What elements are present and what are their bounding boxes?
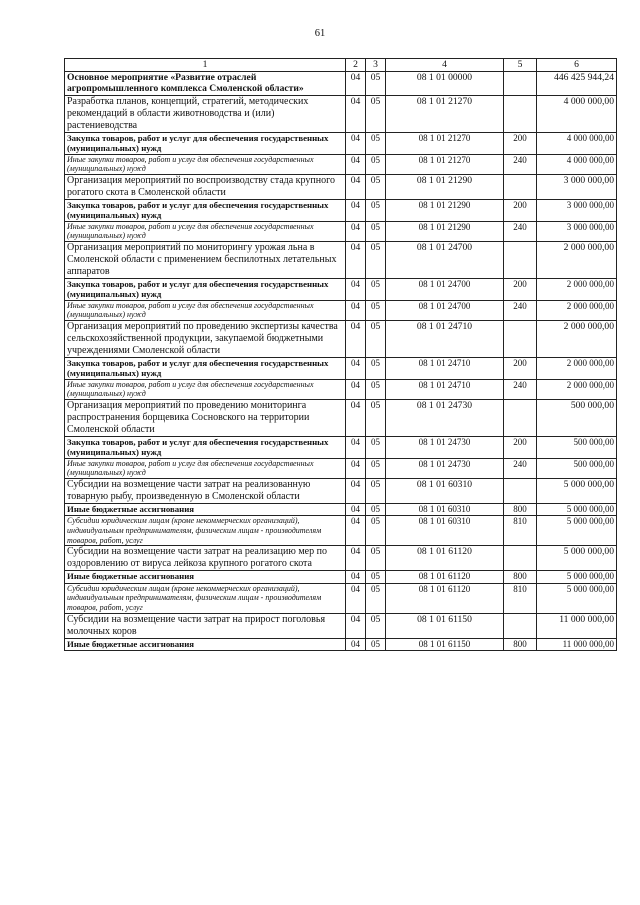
row-name-cell: Организация мероприятий по проведению мониторинга распространения борщевика Сосновского на территории Смоленской области bbox=[65, 399, 346, 436]
expense-type-cell: 200 bbox=[504, 357, 537, 379]
table-row bbox=[65, 132, 617, 154]
row-name-cell: Организация мероприятий по мониторингу урожая льна в Смоленской области с применением беспилотных летательных аппаратов bbox=[65, 241, 346, 278]
row-name-cell: Закупка товаров, работ и услуг для обеспечения государственных (муниципальных) нужд bbox=[65, 436, 346, 458]
target-article-cell: 08 1 01 24730 bbox=[386, 458, 504, 478]
subsection-code-cell: 05 bbox=[366, 436, 386, 458]
amount-cell: 4 000 000,00 bbox=[537, 95, 617, 132]
expense-type-cell bbox=[504, 320, 537, 357]
header-col-6: 6 bbox=[537, 59, 617, 72]
amount-cell: 2 000 000,00 bbox=[537, 320, 617, 357]
row-name-cell: Иные бюджетные ассигнования bbox=[65, 503, 346, 516]
section-code-cell: 04 bbox=[346, 503, 366, 516]
row-name-cell: Иные закупки товаров, работ и услуг для обеспечения государственных (муниципальных) нужд bbox=[65, 458, 346, 478]
expense-type-cell: 200 bbox=[504, 278, 537, 300]
expense-type-cell bbox=[504, 399, 537, 436]
subsection-code-cell: 05 bbox=[366, 516, 386, 546]
amount-cell: 4 000 000,00 bbox=[537, 132, 617, 154]
target-article-cell: 08 1 01 61120 bbox=[386, 571, 504, 584]
amount-cell: 3 000 000,00 bbox=[537, 221, 617, 241]
amount-cell: 11 000 000,00 bbox=[537, 638, 617, 651]
row-name-cell: Иные бюджетные ассигнования bbox=[65, 571, 346, 584]
header-col-3: 3 bbox=[366, 59, 386, 72]
row-name-cell: Субсидии юридическим лицам (кроме некоммерческих организаций), индивидуальным предпринимателям, физическим лицам - производителям товаров, работ, услуг bbox=[65, 516, 346, 546]
target-article-cell: 08 1 01 24710 bbox=[386, 320, 504, 357]
subsection-code-cell: 05 bbox=[366, 320, 386, 357]
header-col-1: 1 bbox=[65, 59, 346, 72]
row-name-cell: Иные закупки товаров, работ и услуг для обеспечения государственных (муниципальных) нужд bbox=[65, 154, 346, 174]
target-article-cell: 08 1 01 61150 bbox=[386, 638, 504, 651]
expense-type-cell: 810 bbox=[504, 516, 537, 546]
subsection-code-cell: 05 bbox=[366, 154, 386, 174]
amount-cell: 3 000 000,00 bbox=[537, 174, 617, 199]
budget-table bbox=[64, 58, 617, 651]
section-code-cell: 04 bbox=[346, 379, 366, 399]
target-article-cell: 08 1 01 60310 bbox=[386, 516, 504, 546]
amount-cell: 5 000 000,00 bbox=[537, 571, 617, 584]
table-row bbox=[65, 320, 617, 357]
row-name-cell: Субсидии на возмещение части затрат на реализованную товарную рыбу, произведенную в Смоленской области bbox=[65, 478, 346, 503]
table-row bbox=[65, 71, 617, 95]
row-name-cell: Разработка планов, концепций, стратегий, методических рекомендаций в области животноводства и (или) растениеводства bbox=[65, 95, 346, 132]
target-article-cell: 08 1 01 21270 bbox=[386, 95, 504, 132]
section-code-cell: 04 bbox=[346, 478, 366, 503]
table-row bbox=[65, 546, 617, 571]
amount-cell: 2 000 000,00 bbox=[537, 300, 617, 320]
table-row bbox=[65, 516, 617, 546]
table-row bbox=[65, 174, 617, 199]
amount-cell: 500 000,00 bbox=[537, 399, 617, 436]
row-name-cell: Закупка товаров, работ и услуг для обеспечения государственных (муниципальных) нужд bbox=[65, 132, 346, 154]
header-col-4: 4 bbox=[386, 59, 504, 72]
table-row bbox=[65, 583, 617, 613]
row-name-cell: Иные закупки товаров, работ и услуг для обеспечения государственных (муниципальных) нужд bbox=[65, 300, 346, 320]
table-row bbox=[65, 154, 617, 174]
amount-cell: 500 000,00 bbox=[537, 436, 617, 458]
section-code-cell: 04 bbox=[346, 132, 366, 154]
header-col-5: 5 bbox=[504, 59, 537, 72]
subsection-code-cell: 05 bbox=[366, 571, 386, 584]
subsection-code-cell: 05 bbox=[366, 221, 386, 241]
subsection-code-cell: 05 bbox=[366, 458, 386, 478]
section-code-cell: 04 bbox=[346, 174, 366, 199]
table-row bbox=[65, 613, 617, 638]
section-code-cell: 04 bbox=[346, 300, 366, 320]
row-name-cell: Субсидии на возмещение части затрат на реализацию мер по оздоровлению от вируса лейкоза крупного рогатого скота bbox=[65, 546, 346, 571]
section-code-cell: 04 bbox=[346, 95, 366, 132]
expense-type-cell: 240 bbox=[504, 154, 537, 174]
target-article-cell: 08 1 01 21290 bbox=[386, 174, 504, 199]
section-code-cell: 04 bbox=[346, 458, 366, 478]
target-article-cell: 08 1 01 60310 bbox=[386, 478, 504, 503]
table-row bbox=[65, 199, 617, 221]
target-article-cell: 08 1 01 61120 bbox=[386, 546, 504, 571]
target-article-cell: 08 1 01 00000 bbox=[386, 71, 504, 95]
subsection-code-cell: 05 bbox=[366, 95, 386, 132]
section-code-cell: 04 bbox=[346, 546, 366, 571]
amount-cell: 2 000 000,00 bbox=[537, 379, 617, 399]
amount-cell: 5 000 000,00 bbox=[537, 478, 617, 503]
target-article-cell: 08 1 01 60310 bbox=[386, 503, 504, 516]
subsection-code-cell: 05 bbox=[366, 199, 386, 221]
target-article-cell: 08 1 01 24730 bbox=[386, 399, 504, 436]
table-row bbox=[65, 95, 617, 132]
section-code-cell: 04 bbox=[346, 199, 366, 221]
subsection-code-cell: 05 bbox=[366, 613, 386, 638]
expense-type-cell: 240 bbox=[504, 221, 537, 241]
table-row bbox=[65, 458, 617, 478]
subsection-code-cell: 05 bbox=[366, 638, 386, 651]
subsection-code-cell: 05 bbox=[366, 174, 386, 199]
subsection-code-cell: 05 bbox=[366, 583, 386, 613]
target-article-cell: 08 1 01 61120 bbox=[386, 583, 504, 613]
target-article-cell: 08 1 01 24700 bbox=[386, 300, 504, 320]
row-name-cell: Иные бюджетные ассигнования bbox=[65, 638, 346, 651]
target-article-cell: 08 1 01 24700 bbox=[386, 241, 504, 278]
table-row bbox=[65, 357, 617, 379]
section-code-cell: 04 bbox=[346, 583, 366, 613]
target-article-cell: 08 1 01 21290 bbox=[386, 221, 504, 241]
row-name-cell: Субсидии на возмещение части затрат на прирост поголовья молочных коров bbox=[65, 613, 346, 638]
row-name-cell: Иные закупки товаров, работ и услуг для обеспечения государственных (муниципальных) нужд bbox=[65, 379, 346, 399]
row-name-cell: Закупка товаров, работ и услуг для обеспечения государственных (муниципальных) нужд bbox=[65, 199, 346, 221]
expense-type-cell: 810 bbox=[504, 583, 537, 613]
expense-type-cell bbox=[504, 241, 537, 278]
target-article-cell: 08 1 01 24710 bbox=[386, 379, 504, 399]
subsection-code-cell: 05 bbox=[366, 379, 386, 399]
amount-cell: 3 000 000,00 bbox=[537, 199, 617, 221]
table-row bbox=[65, 503, 617, 516]
section-code-cell: 04 bbox=[346, 613, 366, 638]
amount-cell: 5 000 000,00 bbox=[537, 503, 617, 516]
amount-cell: 500 000,00 bbox=[537, 458, 617, 478]
amount-cell: 2 000 000,00 bbox=[537, 357, 617, 379]
table-row bbox=[65, 436, 617, 458]
table-header-row bbox=[65, 59, 617, 72]
target-article-cell: 08 1 01 21270 bbox=[386, 132, 504, 154]
subsection-code-cell: 05 bbox=[366, 399, 386, 436]
amount-cell: 5 000 000,00 bbox=[537, 516, 617, 546]
table-row bbox=[65, 379, 617, 399]
section-code-cell: 04 bbox=[346, 71, 366, 95]
row-name-cell: Организация мероприятий по воспроизводству стада крупного рогатого скота в Смоленской области bbox=[65, 174, 346, 199]
table-row bbox=[65, 241, 617, 278]
expense-type-cell bbox=[504, 71, 537, 95]
target-article-cell: 08 1 01 21290 bbox=[386, 199, 504, 221]
expense-type-cell bbox=[504, 174, 537, 199]
table-row bbox=[65, 300, 617, 320]
row-name-cell: Закупка товаров, работ и услуг для обеспечения государственных (муниципальных) нужд bbox=[65, 278, 346, 300]
target-article-cell: 08 1 01 24710 bbox=[386, 357, 504, 379]
amount-cell: 4 000 000,00 bbox=[537, 154, 617, 174]
target-article-cell: 08 1 01 61150 bbox=[386, 613, 504, 638]
expense-type-cell bbox=[504, 613, 537, 638]
row-name-cell: Основное мероприятие «Развитие отраслей агропромышленного комплекса Смоленской области» bbox=[65, 71, 346, 95]
row-name-cell: Субсидии юридическим лицам (кроме некоммерческих организаций), индивидуальным предпринимателям, физическим лицам - производителям товаров, работ, услуг bbox=[65, 583, 346, 613]
subsection-code-cell: 05 bbox=[366, 241, 386, 278]
table-row bbox=[65, 221, 617, 241]
amount-cell: 11 000 000,00 bbox=[537, 613, 617, 638]
amount-cell: 2 000 000,00 bbox=[537, 278, 617, 300]
expense-type-cell bbox=[504, 95, 537, 132]
subsection-code-cell: 05 bbox=[366, 503, 386, 516]
section-code-cell: 04 bbox=[346, 638, 366, 651]
section-code-cell: 04 bbox=[346, 221, 366, 241]
expense-type-cell: 800 bbox=[504, 638, 537, 651]
section-code-cell: 04 bbox=[346, 399, 366, 436]
subsection-code-cell: 05 bbox=[366, 300, 386, 320]
expense-type-cell: 200 bbox=[504, 199, 537, 221]
target-article-cell: 08 1 01 24700 bbox=[386, 278, 504, 300]
table-row bbox=[65, 278, 617, 300]
row-name-cell: Закупка товаров, работ и услуг для обеспечения государственных (муниципальных) нужд bbox=[65, 357, 346, 379]
section-code-cell: 04 bbox=[346, 436, 366, 458]
table-row bbox=[65, 638, 617, 651]
row-name-cell: Организация мероприятий по проведению экспертизы качества сельскохозяйственной продукции, закупаемой бюджетными учреждениями Смоленской области bbox=[65, 320, 346, 357]
expense-type-cell bbox=[504, 478, 537, 503]
section-code-cell: 04 bbox=[346, 241, 366, 278]
expense-type-cell: 800 bbox=[504, 571, 537, 584]
table-row bbox=[65, 399, 617, 436]
expense-type-cell: 240 bbox=[504, 458, 537, 478]
header-col-2: 2 bbox=[346, 59, 366, 72]
amount-cell: 446 425 944,24 bbox=[537, 71, 617, 95]
subsection-code-cell: 05 bbox=[366, 71, 386, 95]
subsection-code-cell: 05 bbox=[366, 546, 386, 571]
subsection-code-cell: 05 bbox=[366, 357, 386, 379]
amount-cell: 5 000 000,00 bbox=[537, 546, 617, 571]
expense-type-cell: 800 bbox=[504, 503, 537, 516]
table-row bbox=[65, 478, 617, 503]
expense-type-cell: 200 bbox=[504, 132, 537, 154]
expense-type-cell: 240 bbox=[504, 300, 537, 320]
target-article-cell: 08 1 01 21270 bbox=[386, 154, 504, 174]
section-code-cell: 04 bbox=[346, 571, 366, 584]
amount-cell: 2 000 000,00 bbox=[537, 241, 617, 278]
section-code-cell: 04 bbox=[346, 320, 366, 357]
section-code-cell: 04 bbox=[346, 278, 366, 300]
target-article-cell: 08 1 01 24730 bbox=[386, 436, 504, 458]
section-code-cell: 04 bbox=[346, 357, 366, 379]
subsection-code-cell: 05 bbox=[366, 132, 386, 154]
subsection-code-cell: 05 bbox=[366, 478, 386, 503]
subsection-code-cell: 05 bbox=[366, 278, 386, 300]
expense-type-cell bbox=[504, 546, 537, 571]
page-number: 61 bbox=[314, 28, 326, 39]
amount-cell: 5 000 000,00 bbox=[537, 583, 617, 613]
section-code-cell: 04 bbox=[346, 516, 366, 546]
row-name-cell: Иные закупки товаров, работ и услуг для обеспечения государственных (муниципальных) нужд bbox=[65, 221, 346, 241]
table-row bbox=[65, 571, 617, 584]
expense-type-cell: 240 bbox=[504, 379, 537, 399]
expense-type-cell: 200 bbox=[504, 436, 537, 458]
section-code-cell: 04 bbox=[346, 154, 366, 174]
